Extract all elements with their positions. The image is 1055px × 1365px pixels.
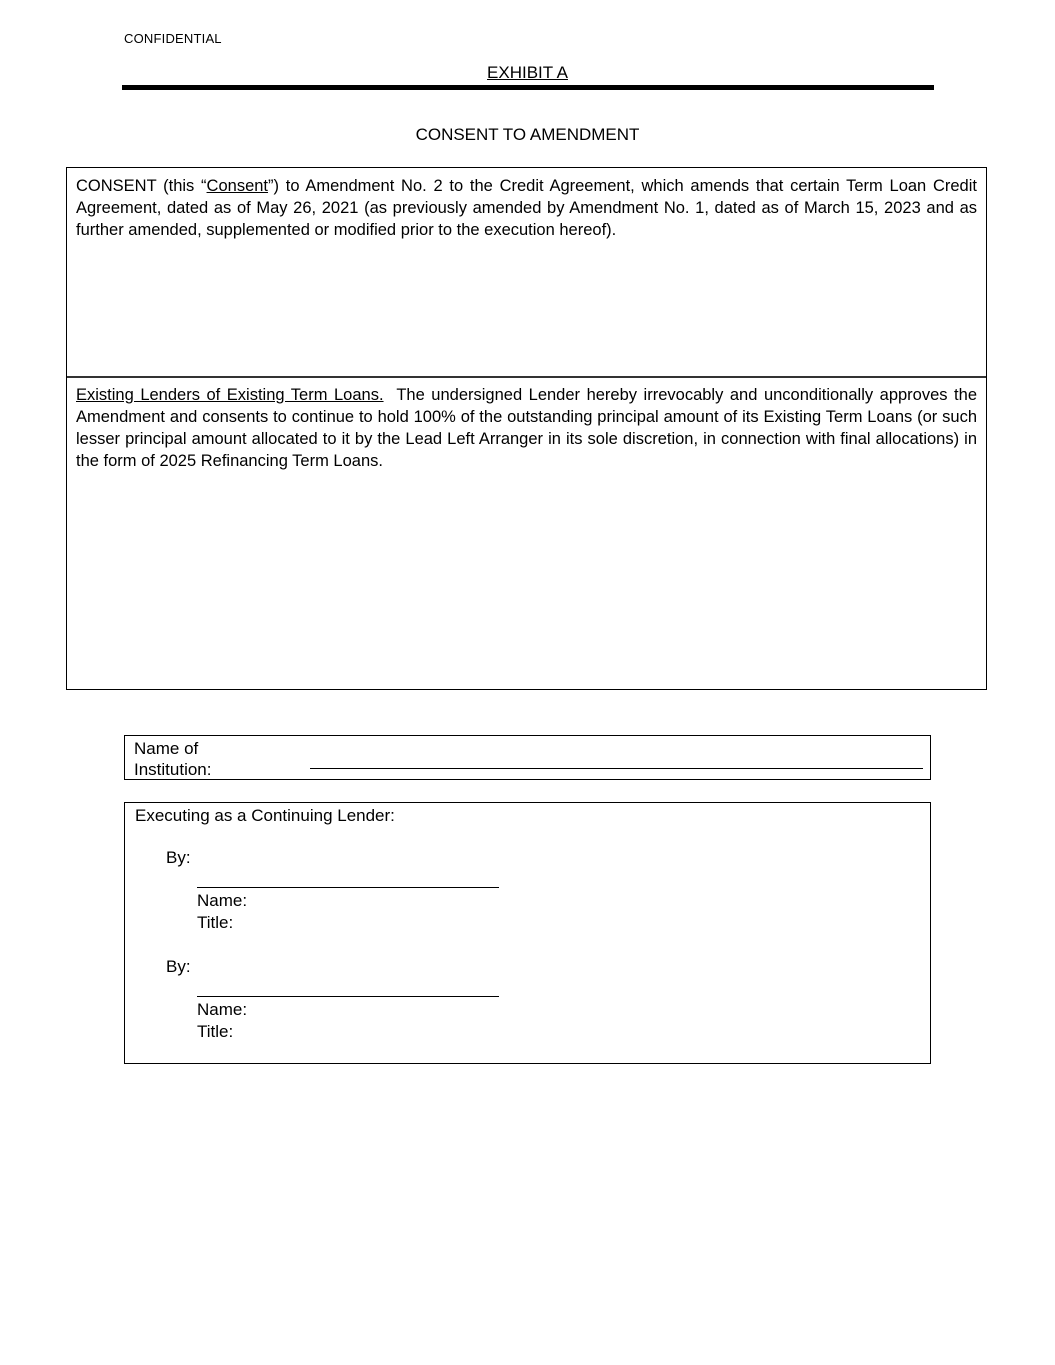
signer-1-title-label: Title: (197, 913, 234, 932)
signer-2-signature-line[interactable] (197, 996, 499, 997)
consent-suffix: ”) to Amendment No. 2 to the Credit Agreement, which amends that certain Term Loan Credit Agreement, dated as of May 26, 2021 (as previously amended by Amendment No. 1, dated as of March 15, 2023 and as further amended, supplemented or modified prior to the execution hereof). (76, 177, 977, 239)
execution-box (124, 802, 931, 1064)
existing-lenders-paragraph (76, 384, 982, 472)
consent-prefix: CONSENT (this “ (76, 177, 207, 195)
existing-lenders-heading: Existing Lenders of Existing Term Loans. (76, 386, 384, 404)
institution-label-line2: Institution: (134, 760, 212, 779)
institution-name-line[interactable] (310, 768, 923, 769)
exhibit-heading (0, 63, 1055, 83)
consent-table (66, 167, 987, 690)
consent-paragraph (76, 175, 977, 241)
signer-1-by: By: (166, 848, 191, 867)
institution-label (134, 738, 284, 780)
signer-2-by: By: (166, 957, 191, 976)
exhibit-heading-text: EXHIBIT A (487, 63, 568, 82)
execution-label: Executing as a Continuing Lender: (135, 806, 395, 825)
institution-label-line1: Name of (134, 739, 199, 758)
page-title: CONSENT TO AMENDMENT (415, 125, 640, 144)
signer-2-name-label: Name: (197, 1000, 248, 1019)
existing-lenders-cell (67, 378, 986, 691)
existing-lenders-body: The undersigned Lender hereby irrevocably and unconditionally approves the Amendment and consents to continue to hold 100% of the outstanding principal amount of its Existing Term Loans (or such lesser principal amount allocated to it by the Lead Left Arranger in its sole discretion, in connection with final allocations) in the form of 2025 Refinancing Term Loans. (76, 386, 982, 470)
header-rule (122, 85, 934, 90)
consent-cell (67, 168, 986, 378)
signer-1-signature-line[interactable] (197, 887, 499, 888)
signer-1-name-label: Name: (197, 891, 248, 910)
confidential-marking: CONFIDENTIAL (124, 31, 222, 46)
signer-2-title-label: Title: (197, 1022, 234, 1041)
consent-defined-term: Consent (206, 177, 269, 195)
institution-box (124, 735, 931, 780)
